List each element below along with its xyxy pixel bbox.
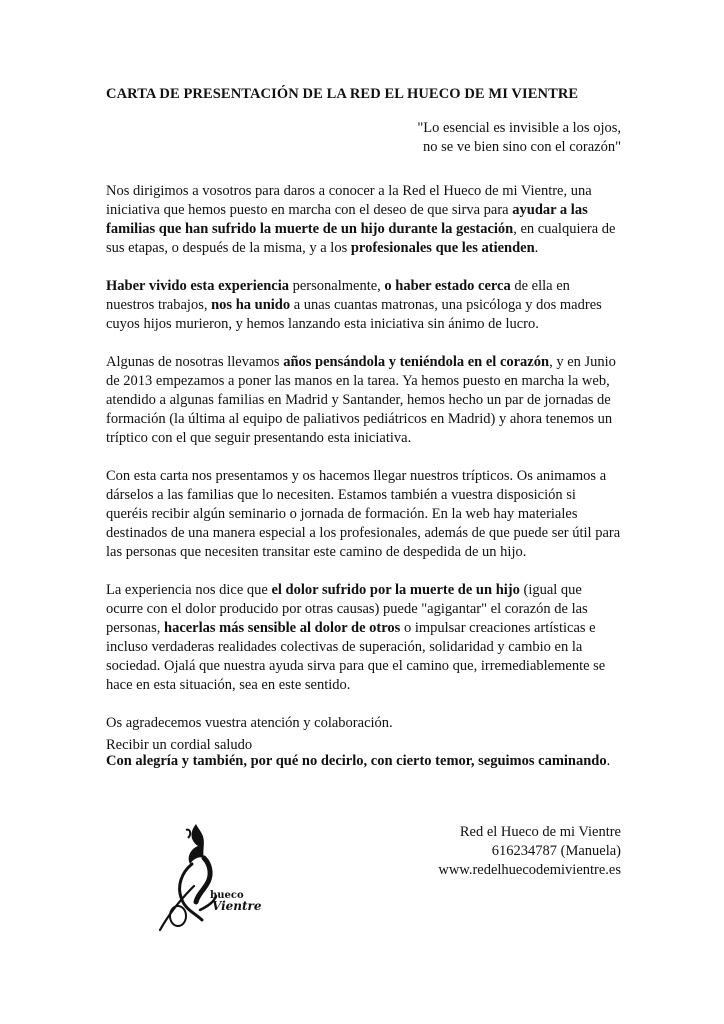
closing-greeting: Recibir un cordial saludo — [106, 737, 253, 753]
hueco-vientre-logo-icon — [152, 820, 262, 935]
emphasis-text: o haber estado cerca — [384, 278, 511, 294]
paragraph-text: . — [534, 240, 539, 256]
paragraph-text: de ella en nuestros trabajos, — [106, 278, 570, 313]
letter-body — [106, 182, 621, 790]
paragraph-text: . — [606, 753, 611, 769]
paragraph-text: , y en Junio de 2013 empezamos a poner las manos en la tarea. Ya hemos puesto en marcha la web, atendido a algunas familias en Madrid y Santander, hemos hecho un par de jornadas de formación (la última al equipo de paliativos pediátricos en Madrid) y ahora tenemos un tríptico con el que seguir presentando esta iniciativa. — [106, 354, 616, 446]
emphasis-text: el dolor sufrido por la muerte de un hijo — [271, 582, 520, 598]
letter-paragraph — [106, 277, 621, 334]
paragraph-text: Nos dirigimos a vosotros para daros a conocer a la Red el Hueco de mi Vientre, una iniciativa que hemos puesto en marcha con el deseo de que sirva para — [106, 183, 592, 218]
paragraph-text: , en cualquiera de sus etapas, o después de la misma, y a los — [106, 221, 616, 256]
emphasis-text: ayudar a las familias que han sufrido la muerte de un hijo durante la gestación — [106, 202, 588, 237]
paragraph-text: o impulsar creaciones artísticas e incluso verdaderas realidades colectivas de superación, solidaridad y cambio en la sociedad. Ojalá que nuestra ayuda sirva para que el camino que, irremediablemente se hace en esta situación, sea en este sentido. — [106, 620, 606, 693]
paragraph-text: (igual que ocurre con el dolor producido por otras causas) puede "agigantar" el corazón de las personas, — [106, 582, 588, 636]
contact-org: Red el Hueco de mi Vientre — [459, 824, 621, 840]
letter-title: CARTA DE PRESENTACIÓN DE LA RED EL HUECO DE MI VIENTRE — [106, 86, 579, 102]
paragraph-text: Os agradecemos vuestra atención y colaboración. — [106, 715, 393, 731]
contact-block — [438, 823, 621, 880]
quote-line-1: "Lo esencial es invisible a los ojos, — [417, 120, 621, 136]
emphasis-text: profesionales que les atienden — [350, 240, 535, 256]
quote-line-2: no se ve bien sino con el corazón" — [423, 139, 621, 155]
logo-text-hueco: hueco — [210, 890, 244, 901]
emphasis-text: Con alegría y también, por qué no decirlo, con cierto temor, seguimos caminando — [106, 753, 607, 769]
paragraph-text: Algunas de nosotras llevamos — [106, 354, 284, 370]
emphasis-text: nos ha unido — [211, 297, 291, 313]
letter-paragraph — [106, 714, 621, 733]
emphasis-text: Haber vivido esta experiencia — [106, 278, 289, 294]
letter-paragraph — [106, 353, 621, 448]
paragraph-text: La experiencia nos dice que — [106, 582, 272, 598]
paragraph-text: a unas cuantas matronas, una psicóloga y dos madres cuyos hijos murieron, y hemos lanzando esta iniciativa sin ánimo de lucro. — [106, 297, 602, 332]
letter-paragraph — [106, 467, 621, 562]
contact-web: www.redelhuecodemivientre.es — [438, 862, 621, 878]
contact-phone: 616234787 (Manuela) — [491, 843, 621, 859]
paragraph-text: Con esta carta nos presentamos y os hacemos llegar nuestros trípticos. Os animamos a dárselos a las familias que lo necesiten. Estamos también a vuestra disposición si queréis recibir algún seminario o jornada de formación. En la web hay materiales destinados de una manera especial a los profesionales, además de que puede ser útil para las personas que necesiten transitar este camino de despedida de un hijo. — [106, 468, 621, 560]
letter-paragraph — [106, 581, 621, 695]
letter-paragraph — [106, 182, 621, 258]
paragraph-text: personalmente, — [288, 278, 385, 294]
emphasis-text: años pensándola y teniéndola en el corazón — [283, 354, 550, 370]
epigraph-quote — [321, 119, 621, 157]
emphasis-text: hacerlas más sensible al dolor de otros — [164, 620, 401, 636]
logo-text-vientre: Vientre — [212, 899, 262, 913]
letter-paragraph — [106, 752, 621, 771]
